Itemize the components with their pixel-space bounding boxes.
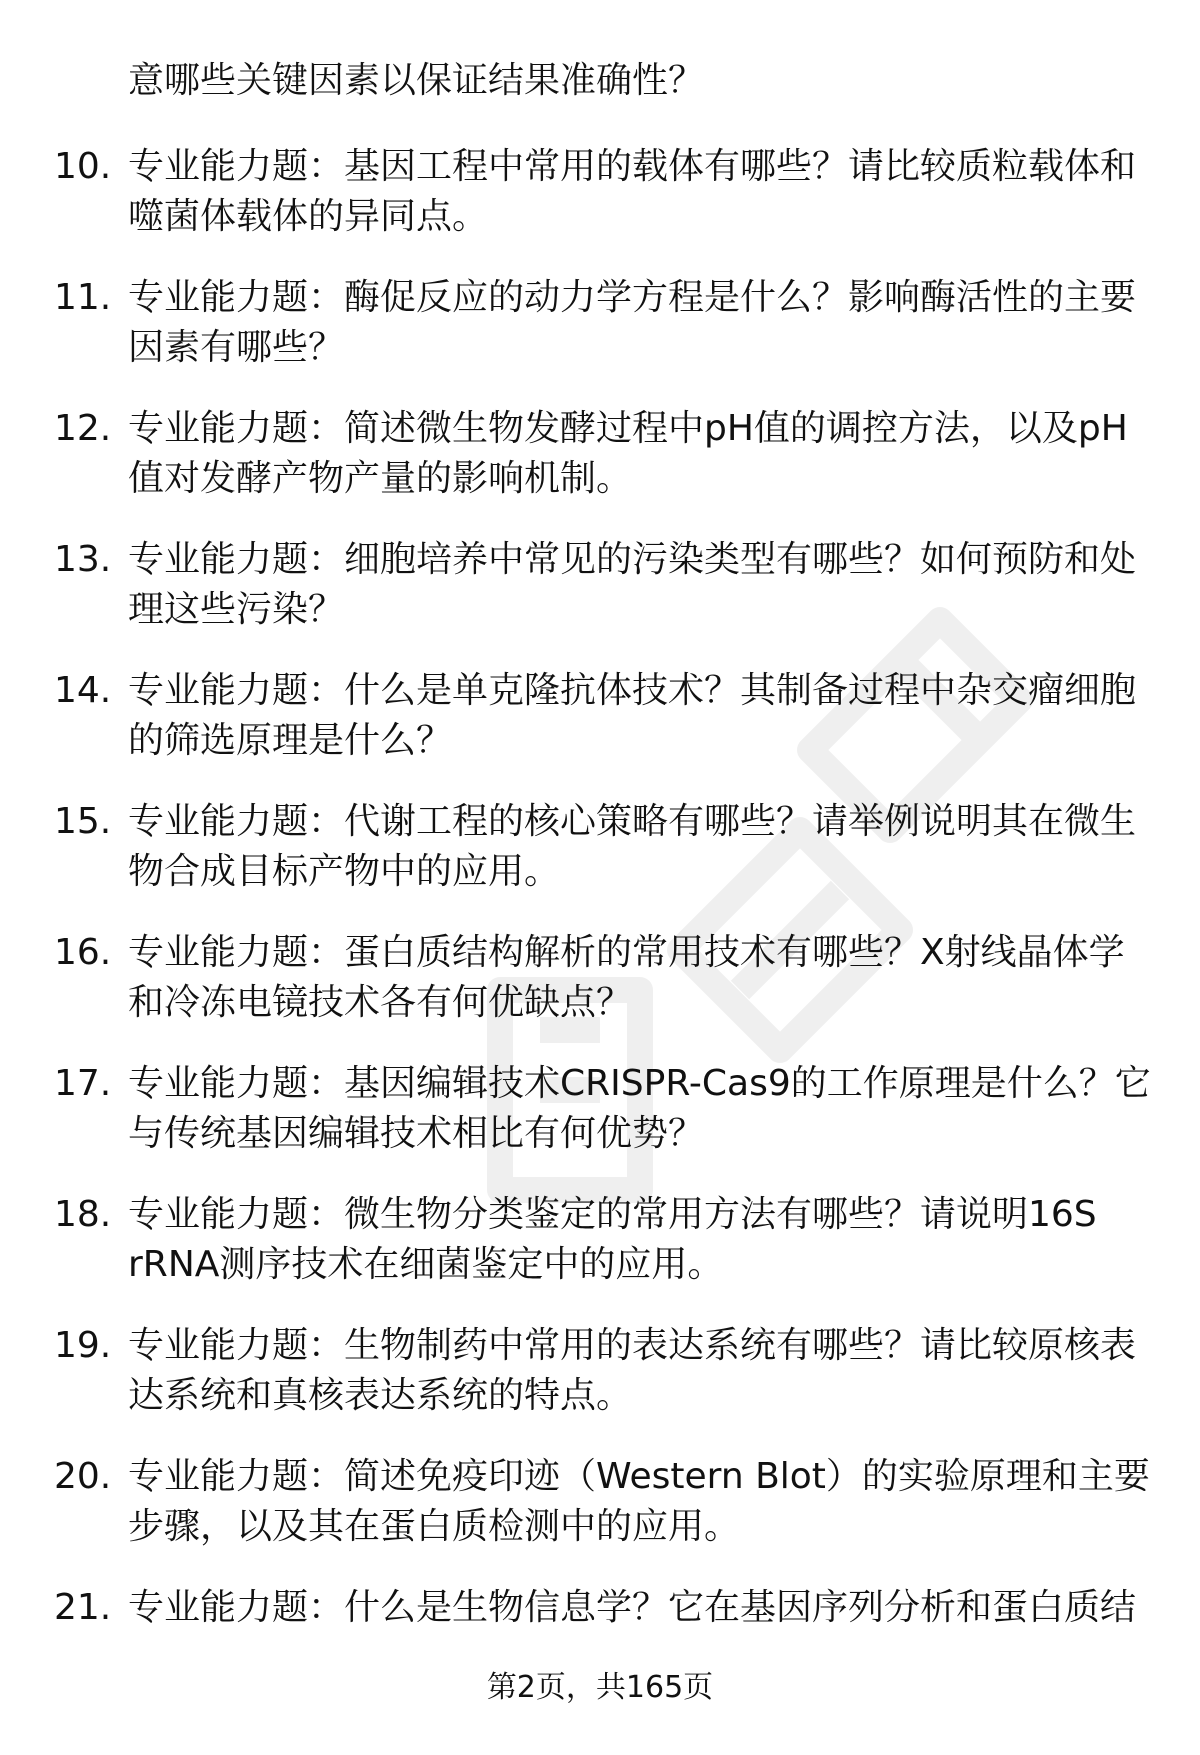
question-text xyxy=(128,1321,1158,1421)
question-text-line: 专业能力题：什么是生物信息学？它在基因序列分析和蛋白质结 xyxy=(128,1587,1137,1628)
question-text-line: 专业能力题：代谢工程的核心策略有哪些？请举例说明其在微生 xyxy=(128,801,1137,842)
question-text-line: 因素有哪些？ xyxy=(128,327,345,368)
question-text-line: 和冷冻电镜技术各有何优缺点？ xyxy=(128,982,633,1023)
question-text-line: 理这些污染？ xyxy=(128,589,345,630)
question-text-line: 专业能力题：简述微生物发酵过程中pH值的调控方法，以及pH xyxy=(128,408,1128,449)
question-number: 12. xyxy=(54,408,112,449)
question-text-line: 专业能力题：什么是单克隆抗体技术？其制备过程中杂交瘤细胞 xyxy=(128,670,1137,711)
question-text-line: 专业能力题：酶促反应的动力学方程是什么？影响酶活性的主要 xyxy=(128,277,1137,318)
question-text-line: 噬菌体载体的异同点。 xyxy=(128,196,489,237)
question-item xyxy=(0,666,1200,797)
question-text-line: 达系统和真核表达系统的特点。 xyxy=(128,1375,633,1416)
question-list xyxy=(0,142,1200,1714)
question-number: 15. xyxy=(54,801,112,842)
question-text xyxy=(128,1190,1158,1290)
question-text-line: 专业能力题：基因工程中常用的载体有哪些？请比较质粒载体和 xyxy=(128,146,1137,187)
question-text xyxy=(128,1583,1158,1633)
continuation-line: 意哪些关键因素以保证结果准确性？ xyxy=(128,60,705,101)
question-text xyxy=(128,404,1158,504)
question-number: 20. xyxy=(54,1456,112,1497)
question-number: 16. xyxy=(54,932,112,973)
question-text-line: rRNA测序技术在细菌鉴定中的应用。 xyxy=(128,1244,724,1285)
question-number: 19. xyxy=(54,1325,112,1366)
question-item xyxy=(0,1321,1200,1452)
question-text xyxy=(128,666,1158,766)
question-number: 13. xyxy=(54,539,112,580)
question-number: 17. xyxy=(54,1063,112,1104)
question-number: 18. xyxy=(54,1194,112,1235)
question-text-line: 专业能力题：基因编辑技术CRISPR-Cas9的工作原理是什么？它 xyxy=(128,1063,1151,1104)
question-item xyxy=(0,535,1200,666)
question-number: 21. xyxy=(54,1587,112,1628)
question-text-line: 专业能力题：微生物分类鉴定的常用方法有哪些？请说明16S xyxy=(128,1194,1097,1235)
question-item xyxy=(0,797,1200,928)
question-text-line: 步骤，以及其在蛋白质检测中的应用。 xyxy=(128,1506,741,1547)
question-text xyxy=(128,142,1158,242)
question-text xyxy=(128,535,1158,635)
question-item xyxy=(0,1190,1200,1321)
question-text-line: 专业能力题：简述免疫印迹（Western Blot）的实验原理和主要 xyxy=(128,1456,1150,1497)
question-text-line: 专业能力题：生物制药中常用的表达系统有哪些？请比较原核表 xyxy=(128,1325,1137,1366)
question-item xyxy=(0,1059,1200,1190)
question-number: 14. xyxy=(54,670,112,711)
question-text xyxy=(128,1059,1158,1159)
question-item xyxy=(0,1452,1200,1583)
question-number: 11. xyxy=(54,277,112,318)
question-text xyxy=(128,928,1158,1028)
question-text xyxy=(128,797,1158,897)
question-text xyxy=(128,273,1158,373)
question-item xyxy=(0,404,1200,535)
question-number: 10. xyxy=(54,146,112,187)
question-text-line: 专业能力题：细胞培养中常见的污染类型有哪些？如何预防和处 xyxy=(128,539,1137,580)
question-text-line: 值对发酵产物产量的影响机制。 xyxy=(128,458,633,499)
question-item xyxy=(0,273,1200,404)
question-text-line: 与传统基因编辑技术相比有何优势？ xyxy=(128,1113,705,1154)
question-item xyxy=(0,142,1200,273)
question-text-line: 物合成目标产物中的应用。 xyxy=(128,851,561,892)
question-text-line: 的筛选原理是什么？ xyxy=(128,720,453,761)
page-footer: 第2页，共165页 xyxy=(486,1670,714,1705)
question-text-line: 专业能力题：蛋白质结构解析的常用技术有哪些？X射线晶体学 xyxy=(128,932,1125,973)
question-item xyxy=(0,928,1200,1059)
question-text xyxy=(128,1452,1158,1552)
